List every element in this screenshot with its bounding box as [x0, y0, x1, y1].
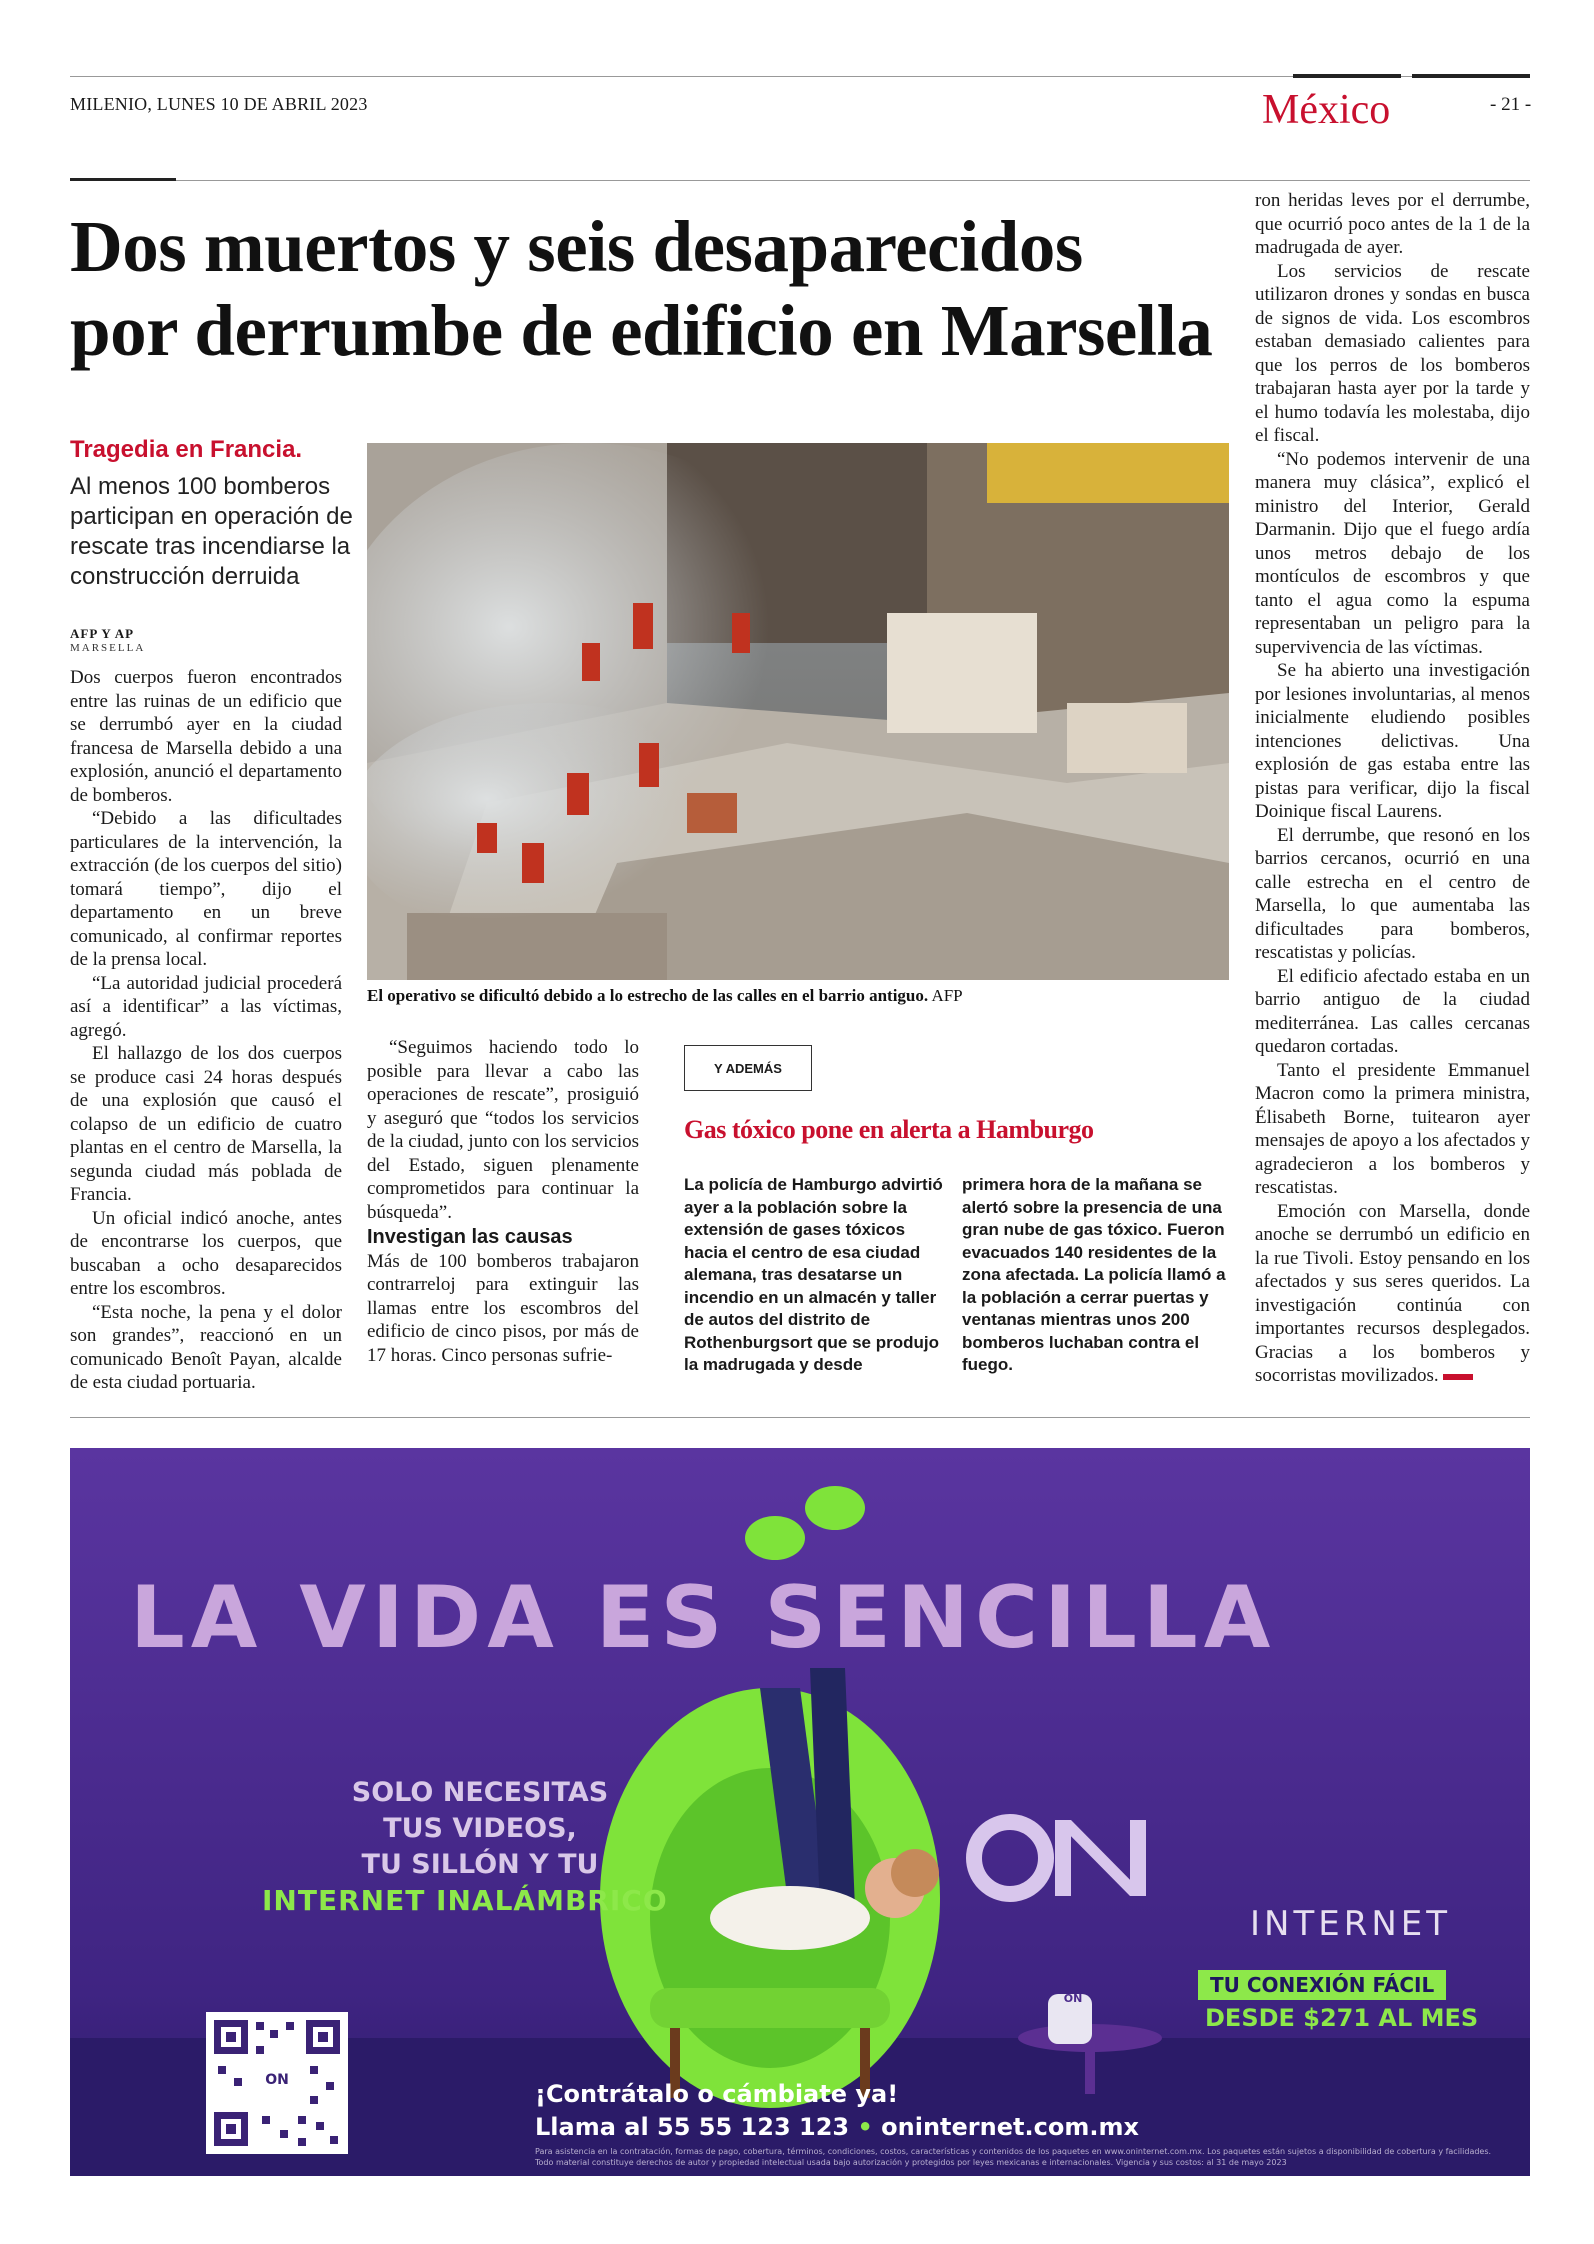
header-rule	[70, 180, 1530, 181]
ad-legal-text: Para asistencia en la contratación, formas de pago, cobertura, términos, condiciones, costos, características y contenidos de los paquetes en www.oninternet.com.mx. Los paquetes están sujetos a disponibilidad de cobertura y facilidades. Todo material constituye derechos de autor y propiedad intelectual usada bajo autorización y protegidos por leyes mexicanas e internacionales. Vigencia y sus costos: al 31 de mayo 2023	[535, 2147, 1492, 2167]
paragraph: Un oficial indicó anoche, antes de encontrarse los cuerpos, que buscaban a ocho desaparecidos entre los escombros.	[70, 1207, 342, 1299]
sidebar-title: Gas tóxico pone en alerta a Hamburgo	[684, 1115, 1094, 1144]
ad-tagline: TU CONEXIÓN FÁCIL	[1198, 1970, 1446, 2000]
article-dateline: MARSELLA	[70, 642, 146, 654]
page-number: - 21 -	[1490, 94, 1532, 115]
headline-accent-bar	[70, 178, 176, 181]
ad-phone[interactable]: Llama al 55 55 123 123	[535, 2113, 850, 2141]
photo-caption	[367, 986, 1229, 1006]
paragraph-text: Emoción con Marsella, donde anoche se derrumbó un edificio en la rue Tivoli. Estoy pensando en los afectados y sus seres queridos. La investigación continúa con importantes recursos desplegados. Gracias a los bomberos y socorristas movilizados.	[1255, 1200, 1530, 1386]
paragraph: ron heridas leves por el derrumbe, que ocurrió poco antes de la 1 de la madrugada de ayer.	[1255, 190, 1530, 258]
paragraph: El derrumbe, que resonó en los barrios cercanos, ocurrió en una calle estrecha en el centro de Marsella, lo que aumentaba las dificultades para bomberos, rescatistas y policías.	[1255, 824, 1530, 963]
paragraph: “La autoridad judicial procederá así a identificar” a las víctimas, agregó.	[70, 972, 342, 1041]
sidebar-column-b: primera hora de la mañana se alertó sobre la presencia de una gran nube de gas tóxico. Fueron evacuados 140 residentes de la zona afectada. La policía llamó a la población a cerrar puertas y ventanas mientras unos 200 bomberos luchaban contra el fuego.	[962, 1175, 1226, 1374]
ad-subheadline	[330, 1775, 630, 1883]
headline-line: Dos muertos y seis desaparecidos	[70, 206, 1083, 287]
paragraph: “Debido a las dificultades particulares de la intervención, la extracción (de los cuerpos del sitio) tomará tiempo”, dijo el departamento en un breve comunicado, al confirmar reportes de la prensa local.	[70, 808, 342, 970]
paragraph	[1255, 1200, 1530, 1388]
ad-contact-line	[535, 2113, 1139, 2141]
brand-logo-text	[1262, 1855, 1442, 1856]
paragraph: El edificio afectado estaba en un barrio antiguo de la ciudad mediterránea. Las calles cercanas quedaron cortadas.	[1255, 965, 1530, 1057]
ad-website-link[interactable]: oninternet.com.mx	[881, 2113, 1139, 2141]
ad-price: DESDE $271 AL MES	[1205, 2004, 1479, 2032]
article-subhead: Investigan las causas	[367, 1226, 573, 1248]
sidebar-column-a: La policía de Hamburgo advirtió ayer a la población sobre la extensión de gases tóxicos hacia el centro de esa ciudad alemana, tras desatarse un incendio en un almacén y taller de autos del distrito de Rothenburgsort que se produjo la madrugada y desde	[684, 1175, 943, 1374]
ad-brand-word: INTERNET	[1250, 1904, 1452, 1944]
article-byline: AFP Y AP	[70, 626, 135, 641]
paragraph: “No podemos intervenir de una manera muy clásica”, explicó el ministro del Interior, Gerald Darmanin. Dijo que el fuego ardía unos metros debajo de los montículos de escombros y que tanto el agua como la espuma representaban un peligro para la supervivencia de las víctimas.	[1255, 448, 1530, 658]
top-accent-bar	[1293, 74, 1401, 78]
paragraph: “Seguimos haciendo todo lo posible para llevar a cabo las operaciones de rescate”, prosiguió y aseguró que “todos los servicios de la ciudad, junto con los servicios del Estado, siguen plenamente comprometidos para continuar la búsqueda”.	[367, 1037, 639, 1223]
ad-sub-line: TU SILLÓN Y TU	[361, 1849, 599, 1880]
router-label: ON	[1063, 1992, 1083, 2005]
article-column-4	[1255, 189, 1530, 1388]
qr-code[interactable]	[206, 2012, 348, 2154]
paragraph: Se ha abierto una investigación por lesiones involuntarias, al menos inicialmente eludiendo posibles intenciones delictivas. Una explosión de gas estaba entre las pistas para verificar, dijo la fiscal Doinique fiscal Laurens.	[1255, 660, 1530, 822]
ad-headline: LA VIDA ES SENCILLA	[130, 1568, 1277, 1668]
article-summary: Al menos 100 bomberos participan en operación de rescate tras incendiarse la construcción derruida	[70, 473, 353, 590]
article-kicker: Tragedia en Francia.	[70, 436, 303, 463]
paragraph: Tanto el presidente Emmanuel Macron como la primera ministra, Élisabeth Borne, tuitearon ayer mensajes de apoyo a los afectados y agradecieron a los bomberos y rescatistas.	[1255, 1059, 1530, 1198]
sidebar-tag: Y ADEMÁS	[684, 1045, 812, 1091]
paragraph: Dos cuerpos fueron encontrados entre las ruinas de un edificio que se derrumbó ayer en la ciudad francesa de Marsella debido a una explosión, anunció el departamento de bomberos.	[70, 667, 342, 806]
end-of-article-mark	[1443, 1374, 1473, 1380]
rescue-photo	[367, 443, 1229, 980]
bullet-separator: •	[857, 2113, 873, 2141]
section-name: México	[1262, 87, 1391, 133]
ad-highlight: INTERNET INALÁMBRICO	[262, 1884, 668, 1917]
top-accent-bar	[1412, 74, 1530, 78]
article-column-2	[367, 1036, 639, 1367]
paragraph: Más de 100 bomberos trabajaron contrarreloj para extinguir las llamas entre los escombros del edificio de cinco pisos, por más de 17 horas. Cinco personas sufrie-	[367, 1250, 639, 1366]
paragraph: El hallazgo de los dos cuerpos se produce casi 24 horas después de una explosión que causó el colapso de un edificio de cuatro plantas en el centro de Marsella, la segunda ciudad más poblada de Francia.	[70, 1043, 342, 1205]
ad-cta: ¡Contrátalo o cámbiate ya!	[535, 2080, 899, 2108]
rubble-photo-illustration	[367, 443, 1229, 980]
article-column-1	[70, 666, 342, 1395]
ad-sub-line: SOLO NECESITAS	[351, 1777, 609, 1808]
paragraph: Los servicios de rescate utilizaron drones y sondas en busca de signos de vida. Los escombros estaban demasiado calientes para que los perros de los bomberos trabajaran hasta ayer por la tarde y el humo todavía les molestaba, dijo el fiscal.	[1255, 260, 1530, 446]
article-headline	[70, 205, 1240, 373]
headline-line: por derrumbe de edificio en Marsella	[70, 290, 1213, 371]
paragraph: “Esta noche, la pena y el dolor son grandes”, reaccionó en un comunicado Benoît Payan, alcalde de esta ciudad portuaria.	[70, 1301, 342, 1393]
issue-date: MILENIO, LUNES 10 DE ABRIL 2023	[70, 94, 368, 114]
caption-text: El operativo se dificultó debido a lo estrecho de las calles en el barrio antiguo.	[367, 986, 929, 1005]
ad-sub-line: TUS VIDEOS,	[383, 1813, 577, 1844]
ad-separator-rule	[70, 1417, 1530, 1418]
qr-logo-label: ON	[265, 2072, 289, 2088]
photo-credit: AFP	[931, 986, 963, 1005]
